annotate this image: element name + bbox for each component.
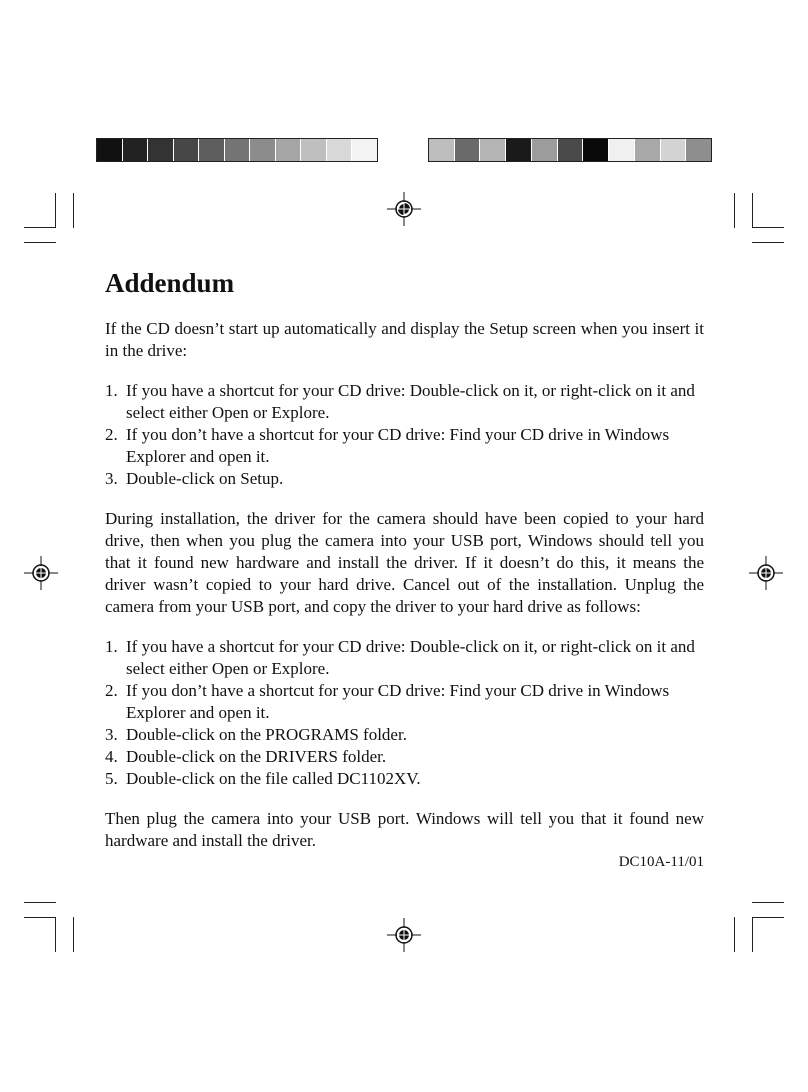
crop-mark [73,193,74,228]
crop-mark [73,917,74,952]
crop-mark [24,917,56,918]
list-item-number: 4. [105,747,118,766]
color-swatch [148,139,174,161]
list-item-text: Double-click on the file called DC1102XV. [126,769,421,788]
document-body [105,266,704,870]
registration-mark-icon [24,556,58,590]
list-item-number: 2. [105,681,118,700]
list-item-number: 1. [105,381,118,400]
color-swatch [301,139,327,161]
list-item-text: Double-click on the PROGRAMS folder. [126,725,407,744]
driver-steps-list [105,636,704,790]
crop-mark [734,917,735,952]
list-item [105,380,704,424]
crop-mark [24,242,56,243]
list-item-text: Double-click on Setup. [126,469,284,488]
list-item-text: If you have a shortcut for your CD drive: Double-click on it, or right-click on it and select either Open or Explore. [126,637,695,678]
color-swatch [123,139,149,161]
registration-mark-icon [387,192,421,226]
color-swatch [276,139,302,161]
crop-mark [752,902,784,903]
list-item-text: If you have a shortcut for your CD drive: Double-click on it, or right-click on it and select either Open or Explore. [126,381,695,422]
color-swatch [609,139,635,161]
color-swatch [327,139,353,161]
list-item-text: If you don’t have a shortcut for your CD drive: Find your CD drive in Windows Explorer and open it. [126,681,670,722]
crop-mark [24,227,56,228]
list-item [105,746,704,768]
crop-mark [24,902,56,903]
color-swatch [480,139,506,161]
list-item [105,768,704,790]
crop-mark [752,917,784,918]
document-code: DC10A-11/01 [618,854,704,870]
crop-mark [752,227,784,228]
driver-paragraph: During installation, the driver for the camera should have been copied to your hard drive, then when you plug the camera into your USB port, Windows should tell you that it found new hardware and install the driver. If it doesn’t do this, it means the driver wasn’t copied to your hard drive. Cancel out of the installation. Unplug the camera from your USB port, and copy the driver to your hard drive as follows: [105,509,704,616]
registration-mark-icon [749,556,783,590]
crop-mark [55,917,56,952]
crop-mark [752,917,753,952]
list-item-text: Double-click on the DRIVERS folder. [126,747,387,766]
color-swatch [199,139,225,161]
color-swatch [97,139,123,161]
list-item [105,468,704,490]
color-swatch [558,139,584,161]
page-title: Addendum [105,268,235,298]
list-item-number: 3. [105,469,118,488]
list-item-text: If you don’t have a shortcut for your CD drive: Find your CD drive in Windows Explorer and open it. [126,425,670,466]
color-swatch [455,139,481,161]
list-item [105,724,704,746]
list-item-number: 3. [105,725,118,744]
crop-mark [752,193,753,228]
color-swatch [352,139,377,161]
color-swatch [583,139,609,161]
crop-mark [734,193,735,228]
crop-mark [752,242,784,243]
color-swatch [506,139,532,161]
color-swatch [225,139,251,161]
color-swatch [686,139,711,161]
color-swatch [250,139,276,161]
color-swatch [532,139,558,161]
closing-paragraph: Then plug the camera into your USB port. Windows will tell you that it found new hardware and install the driver. [105,809,704,850]
list-item [105,424,704,468]
setup-steps-list [105,380,704,490]
registration-mark-icon [387,918,421,952]
list-item-number: 2. [105,425,118,444]
crop-mark [55,193,56,228]
intro-paragraph: If the CD doesn’t start up automatically and display the Setup screen when you insert it in the drive: [105,319,704,360]
color-swatch [661,139,687,161]
list-item [105,680,704,724]
color-swatch [174,139,200,161]
list-item-number: 1. [105,637,118,656]
color-swatch [635,139,661,161]
list-item-number: 5. [105,769,118,788]
calibration-bar-mixed [428,138,712,162]
color-swatch [429,139,455,161]
calibration-bar-grayscale [96,138,378,162]
list-item [105,636,704,680]
